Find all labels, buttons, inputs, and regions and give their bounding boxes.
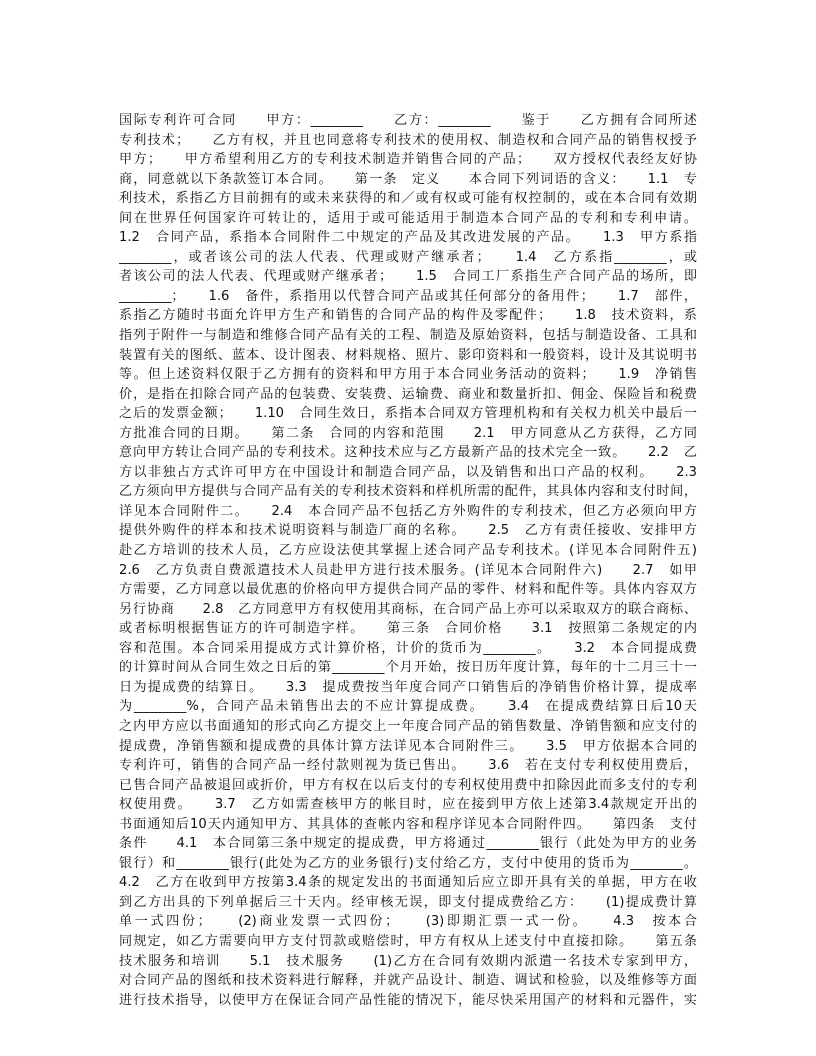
contract-text-line: 条件 4.1 本合同第三条中规定的提成费，甲方将通过________银行（此处为甲方的业务 bbox=[119, 836, 697, 852]
contract-text-line: 日为提成费的结算日。 3.3 提成费按当年度合同产口销售后的净销售价格计算，提成率 bbox=[119, 679, 697, 695]
contract-text-line: 已售合同产品被退回或折价，甲方有权在以后支付的专利权使用费中扣除因此而多支付的专利 bbox=[119, 777, 697, 793]
contract-text-line: 指列于附件一与制造和维修合同产品有关的工程、制造及原始资料，包括与制造设备、工具和 bbox=[119, 328, 697, 344]
contract-text-line: 方以非独占方式许可甲方在中国设计和制造合同产品，以及销售和出口产品的权利。 2.3 bbox=[119, 464, 697, 480]
contract-text-line: ________； 1.6 备件，系指用以代替合同产品或其任何部分的备用件； 1.7 部件， bbox=[119, 288, 697, 304]
contract-text-line: 到乙方出具的下列单据后三十天内。经审核无误，即支付提成费给乙方： (1)提成费计算 bbox=[119, 894, 697, 910]
contract-text-line: 另行协商 2.8 乙方同意甲方有权使用其商标，在合同产品上亦可以采取双方的联合商标、 bbox=[119, 601, 697, 617]
contract-text-line: 方需要，乙方同意以最优惠的价格向甲方提供合同产品的零件、材料和配件等。具体内容双方 bbox=[119, 582, 697, 598]
contract-text-line: 技术服务和培训 5.1 技术服务 (1)乙方在合同有效期内派遣一名技术专家到甲方， bbox=[119, 953, 697, 969]
contract-text-line: 对合同产品的图纸和技术资料进行解释，并就产品设计、制造、调试和检验，以及维修等方面 bbox=[119, 973, 697, 989]
contract-text-line: 等。但上述资料仅限于乙方拥有的资料和甲方用于本合同业务活动的资料； 1.9 净销售 bbox=[119, 367, 697, 383]
contract-text-line: 权使用费。 3.7 乙方如需查核甲方的帐目时，应在接到甲方依上述第3.4款规定开出的 bbox=[119, 797, 697, 813]
contract-text-line: 者该公司的法人代表、代理或财产继承者； 1.5 合同工厂系指生产合同产品的场所，即 bbox=[119, 269, 697, 285]
contract-text-line: 详见本合同附件二。 2.4 本合同产品不包括乙方外购件的专利技术，但乙方必须向甲方 bbox=[119, 503, 697, 519]
contract-text-line: 的计算时间从合同生效之日后的第________个月开始，按日历年度计算，每年的十二月三十一 bbox=[119, 660, 697, 676]
contract-text-line: 之内甲方应以书面通知的形式向乙方提交上一年度合同产品的销售数量、净销售额和应支付的 bbox=[119, 718, 697, 734]
contract-text-line: 系指乙方随时书面允许甲方生产和销售的合同产品的构件及零配件； 1.8 技术资料，系 bbox=[119, 308, 697, 324]
contract-text-line: 甲方； 甲方希望利用乙方的专利技术制造并销售合同的产品； 双方授权代表经友好协 bbox=[119, 152, 697, 168]
contract-text-line: 4.2 乙方在收到甲方按第3.4条的规定发出的书面通知后应立即开具有关的单据，甲方在收 bbox=[119, 875, 697, 891]
contract-text-line: 国际专利许可合同 甲方：________ 乙方：________ 鉴于 乙方拥有合同所述 bbox=[119, 113, 697, 128]
contract-text-line: 乙方须向甲方提供与合同产品有关的专利技术资料和样机所需的配件，其具体内容和支付时间， bbox=[119, 484, 697, 500]
contract-text-line: 商，同意就以下条款签订本合同。 第一条 定义 本合同下列词语的含义： 1.1 专 bbox=[119, 171, 697, 187]
contract-text-line: 提成费，净销售额和提成费的具体计算方法详见本合同附件三。 3.5 甲方依据本合同的 bbox=[119, 738, 697, 754]
contract-text-line: 单一式四份； (2)商业发票一式四份； (3)即期汇票一式一份。 4.3 按本合 bbox=[119, 914, 697, 930]
contract-text-line: 利技术，系指乙方目前拥有的或未来获得的和／或有权或可能有权控制的，或在本合同有效期 bbox=[119, 191, 697, 207]
contract-text-line: 为________%，合同产品未销售出去的不应计算提成费。 3.4 在提成费结算日后10天 bbox=[119, 699, 697, 715]
contract-text-line: 提供外购件的样本和技术说明资料与制造厂商的名称。 2.5 乙方有责任接收、安排甲方 bbox=[119, 523, 697, 539]
contract-text-line: 同规定，如乙方需要向甲方支付罚款或赔偿时，甲方有权从上述支付中直接扣除。 第五条 bbox=[119, 933, 697, 949]
contract-text-line: 专利技术； 乙方有权，并且也同意将专利技术的使用权、制造权和合同产品的销售权授予 bbox=[119, 132, 697, 148]
contract-body-text bbox=[119, 111, 697, 1010]
contract-text-line: 之后的发票金额； 1.10 合同生效日，系指本合同双方管理机构和有关权力机关中最后一 bbox=[119, 406, 697, 422]
contract-text-line: 2.6 乙方负责自费派遣技术人员赴甲方进行技术服务。(详见本合同附件六) 2.7 如甲 bbox=[119, 562, 697, 578]
contract-text-line: 间在世界任何国家许可转让的，适用于或可能适用于制造本合同产品的专利和专利申请。 bbox=[119, 210, 697, 226]
contract-text-line: 价，是指在扣除合同产品的包装费、安装费、运输费、商业和数量折扣、佣金、保险旨和税费 bbox=[119, 386, 697, 402]
contract-text-line: ________，或者该公司的法人代表、代理或财产继承者； 1.4 乙方系指________，或 bbox=[119, 249, 697, 265]
contract-text-line: 进行技术指导，以使甲方在保证合同产品性能的情况下，能尽快采用国产的材料和元器件，实 bbox=[119, 992, 697, 1008]
contract-text-line: 赴乙方培训的技术人员，乙方应设法使其掌握上述合同产品专利技术。(详见本合同附件五) bbox=[119, 543, 697, 559]
contract-text-line: 容和范围。本合同采用提成方式计算价格，计价的货币为________。 3.2 本合同提成费 bbox=[119, 640, 697, 656]
contract-text-line: 装置有关的图纸、蓝本、设计图表、材料规格、照片、影印资料和一般资料，设计及其说明书 bbox=[119, 347, 697, 363]
contract-text-line: 专利许可，销售的合同产品一经付款则视为货已售出。 3.6 若在支付专利权使用费后， bbox=[119, 758, 697, 774]
contract-text-line: 银行）和________银行(此处为乙方的业务银行)支付给乙方，支付中使用的货币为________。 bbox=[119, 855, 697, 871]
contract-text-line: 意向甲方转让合同产品的专利技术。这种技术应与乙方最新产品的技术完全一致。 2.2 乙 bbox=[119, 445, 697, 461]
contract-text-line: 方批准合同的日期。 第二条 合同的内容和范围 2.1 甲方同意从乙方获得，乙方同 bbox=[119, 425, 697, 441]
contract-text-line: 书面通知后10天内通知甲方、其具体的查帐内容和程序详见本合同附件四。 第四条 支付 bbox=[119, 816, 697, 832]
contract-text-line: 1.2 合同产品，系指本合同附件二中规定的产品及其改进发展的产品。 1.3 甲方系指 bbox=[119, 230, 697, 246]
contract-text-line: 或者标明根据售证方的许可制造字样。 第三条 合同价格 3.1 按照第二条规定的内 bbox=[119, 621, 697, 637]
